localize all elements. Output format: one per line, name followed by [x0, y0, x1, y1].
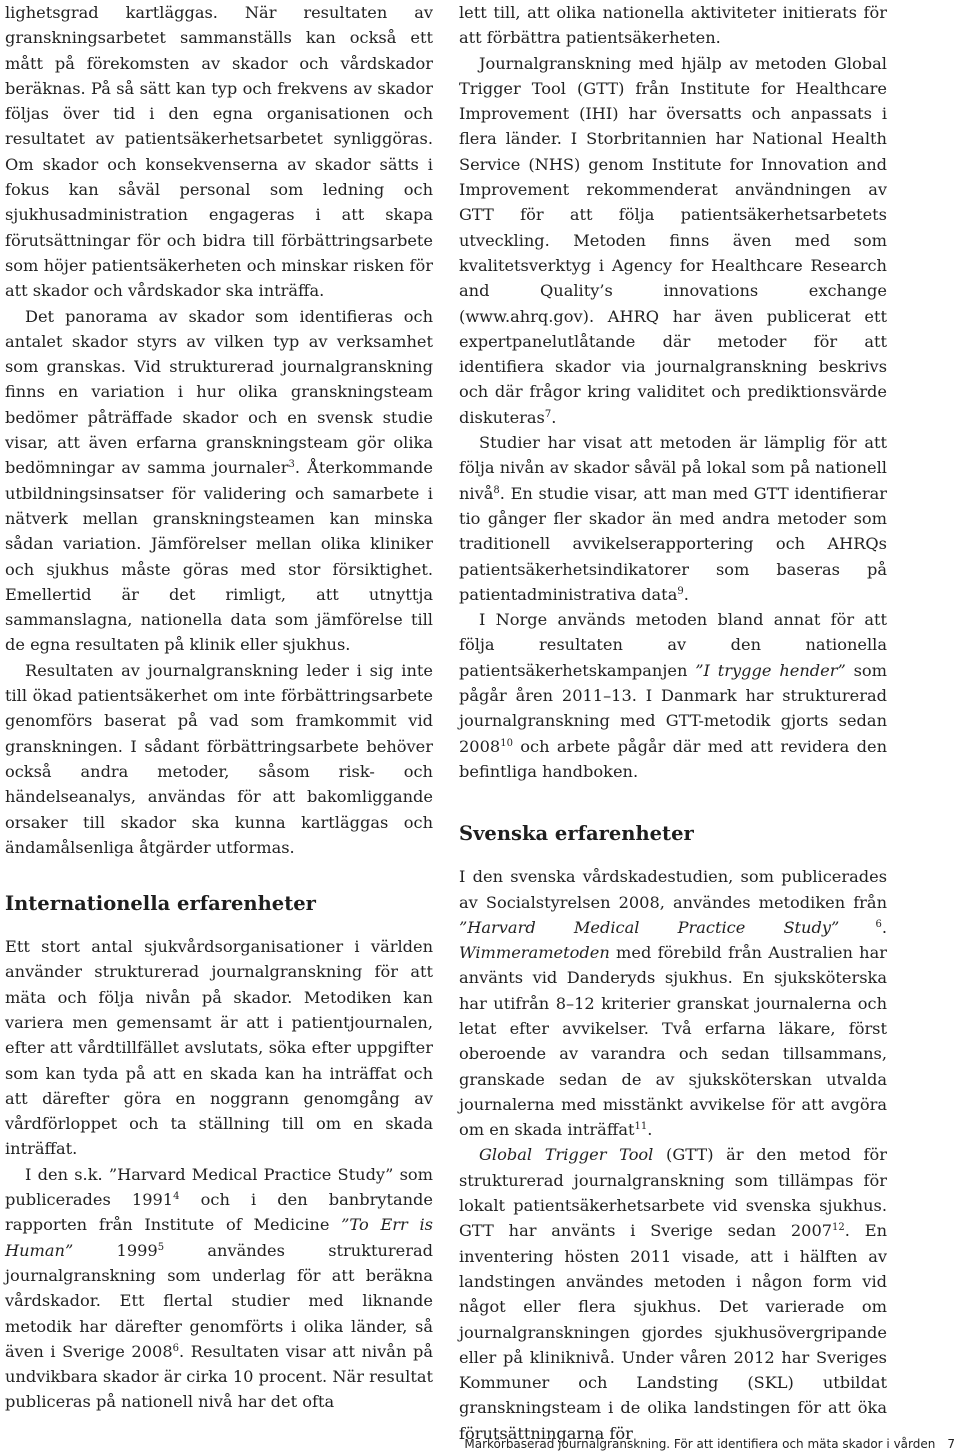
reference-number: 12 [832, 1222, 845, 1234]
reference-number: 8 [493, 484, 500, 496]
paragraph: I den s.k. ”Harvard Medical Practice Study” som publicerades 1991$^4$ och i den banbrytande rapporten från Institute of Medicine ”To Err is Human” 1999$^5$ användes strukturerad journalgranskning som underlag för att beräkna vårdskador. Ett flertal studier med liknande metodik har därefter genomförts i olika länder, så även i Sverige 2008$^6$. Resultaten visar att nivån på undvikbara skador är cirka 10 procent. När resultat publiceras på nationell nivå har det ofta [5, 1164, 434, 1412]
paragraph: Global Trigger Tool (GTT) är den metod för strukturerad journalgranskning som tillämpas för lokalt patientsäkerhetsarbete vid svenska sjukhus. GTT har använts i Sverige sedan 2007$^{12}$. En inventering hösten 2011 visade, att i hälften av landstingen användes metoden i någon form vid något eller flera sjukhus. Det varierade om journalgranskningen gjordes sjukhusövergripande eller på kliniknivå. Under våren 2012 har Sveriges Kommuner och Landsting (SKL) utbildat granskningsteam i de olika landstingen för att öka förutsättningarna för [459, 1145, 887, 1443]
paragraph: I Norge används metoden bland annat för att följa resultaten av den nationella patientsäkerhetskampanjen ”I trygge hender” som pågår åren 2011–13. I Danmark har strukturerad journalgranskning med GTT-metodik gjorts sedan 2008$^{10}$ och arbete pågår där med att revidera den befintliga handboken. [459, 610, 887, 781]
page-footer [0, 1436, 955, 1452]
paragraph: I den svenska vårdskadestudien, som publicerades av Socialstyrelsen 2008, användes metodiken från ”Harvard Medical Practice Study” $^6$. Wimmerametoden med förebild från Australien har använts vid Danderyds sjukhus. En sjuksköterska har utifrån 8–12 kriterier granskat journalerna och letat efter avvikelser. Två erfarna läkare, först oberoende av varandra och sedan tillsammans, granskade sedan de av sjuksköterskan utvalda journalerna med misstänkt avvikelse för att avgöra om en skada inträffat$^{11}$. [459, 867, 887, 1140]
reference-number: 9 [677, 585, 684, 597]
reference-number: 3 [288, 459, 295, 471]
paragraph: Resultaten av journalgranskning leder i sig inte till ökad patientsäkerhet om inte förbättringsarbete genomförs baserat på vad som framkommit vid granskningen. I sådant förbättringsarbete behöver också andra metoder, såsom risk- och händelseanalys, användas för att bakomliggande orsaker till skador ska kunna kartläggas och ändamålsenliga åtgärder utformas. [5, 660, 433, 857]
reference-number: 10 [500, 737, 513, 749]
reference-number: 6 [172, 1342, 180, 1354]
footer-title: Markörbaserad journalgranskning. För att identifiera och mäta skador i vården [464, 1437, 936, 1451]
paragraph: lett till, att olika nationella aktiviteter initierats för att förbättra patientsäkerheten. [459, 3, 887, 48]
paragraph: Journalgranskning med hjälp av metoden Global Trigger Tool (GTT) från Institute for Healthcare Improvement (IHI) har översatts och anpassats i flera länder. I Storbritannien har National Health Service (NHS) genom Institute for Innovation and Improvement rekommenderat användningen av GTT för att följa patientsäkerhetsarbetets utveckling. Metoden finns även med som kvalitetsverktyg i Agency for Healthcare Research and Quality’s innovations exchange (www.ahrq.gov). AHRQ har även publicerat ett expertpanelutlåtande där metoder för att identifiera skador via journalgranskning beskrivs och där frågor kring validitet och prediktionsvärde diskuteras$^7$. [459, 53, 887, 427]
reference-number: 4 [173, 1191, 180, 1203]
reference-number: 11 [634, 1121, 648, 1133]
left-column [5, 0, 433, 1415]
paragraph: Det panorama av skador som identifieras och antalet skador styrs av vilken typ av verksamhet som granskas. Vid strukturerad journalgranskning finns en variation i hur olika granskningsteam bedömer påträffade skador och en svensk studie visar, att även erfarna granskningsteam gör olika bedömningar av samma journaler$^3$. Återkommande utbildningsinsatser för validering och samarbete i nätverk mellan granskningsteamen kan minska sådan variation. Jämförelser mellan olika kliniker och sjukhus måste göras med stor försiktighet. Emellertid är det rimligt, att utnyttja sammanslagna, nationella data som jämförelse till de egna resultaten på klinik eller sjukhus. [5, 306, 433, 655]
reference-number: 7 [544, 408, 552, 420]
paragraph: lighetsgrad kartläggas. När resultaten av granskningsarbetet sammanställs kan också ett mått på förekomsten av skador och vårdskador beräknas. På så sätt kan typ och frekvens av skador följas över tid i den egna organisationen och resultatet av patientsäkerhetsarbetet synliggöras. Om skador och konsekvenserna av skador sätts i fokus kan såväl personal som ledning och sjukhusadministration engageras i att skapa förutsättningar för och bidra till förbättringsarbete som höjer patientsäkerheten och minskar risken för att skador och vårdskador ska inträffa. [5, 3, 433, 301]
section-heading-swedish: Svenska erfarenheter [459, 822, 694, 846]
page-number: 7 [947, 1437, 955, 1451]
right-column [459, 0, 887, 1446]
paragraph: Ett stort antal sjukvårdsorganisationer i världen använder strukturerad journalgranskning för att mäta och följa nivån på skador. Metodiken kan variera men gemensamt är att i patientjournalen, efter att vårdtillfället avslutats, söka efter uppgifter som kan tyda på att en skada kan ha inträffat och att därefter göra en noggrann genomgång av vårdförloppet och ta ställning till om en skada inträffat. [5, 937, 433, 1159]
paragraph: Studier har visat att metoden är lämplig för att följa nivån av skador såväl på lokal som på nationell nivå$^8$. En studie visar, att man med GTT identifierar tio gånger fler skador än med andra metoder som traditionell avvikelserapportering och AHRQs patientsäkerhetsindikatorer som baseras på patientadministrativa data$^9$. [459, 433, 887, 604]
reference-number: 5 [157, 1241, 165, 1253]
reference-number: 6 [839, 918, 882, 930]
section-heading-international: Internationella erfarenheter [5, 892, 316, 916]
